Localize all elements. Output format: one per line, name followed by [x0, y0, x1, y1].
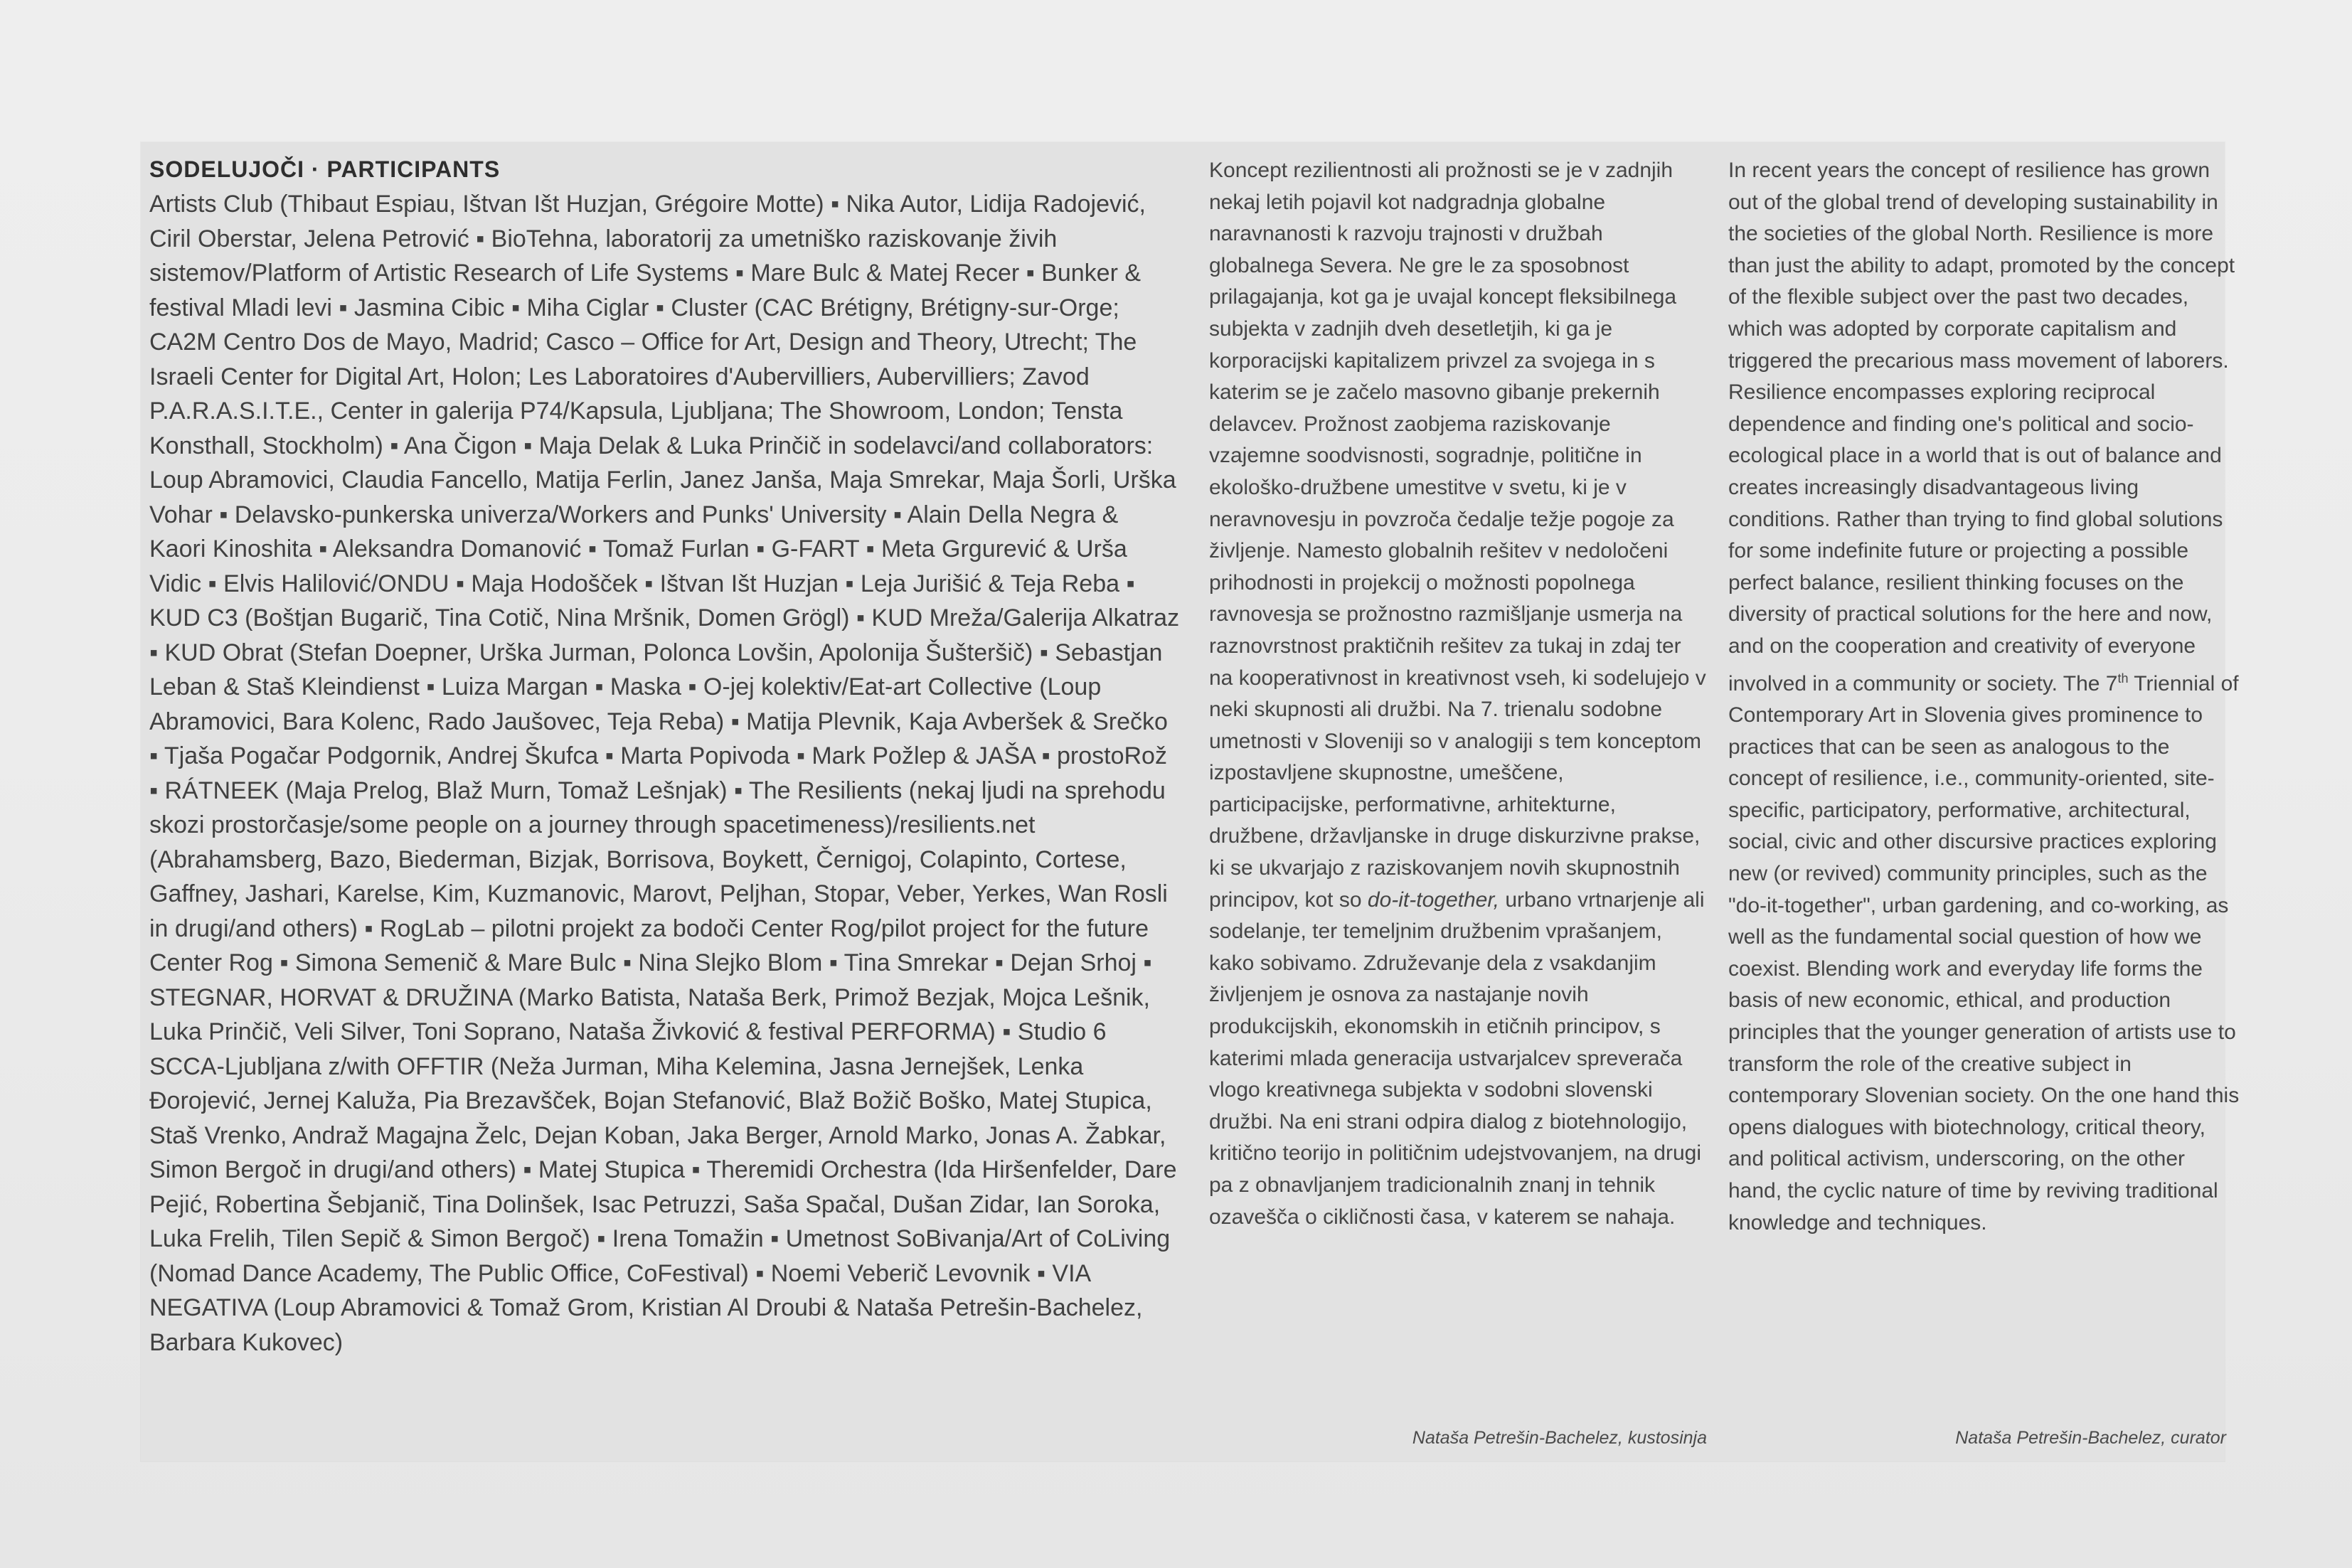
slovenian-column: [1209, 155, 1707, 1233]
slovenian-text: [1209, 155, 1707, 1233]
english-column: [1728, 155, 2240, 1239]
slovenian-signature: Nataša Petrešin-Bachelez, kustosinja: [1412, 1428, 1707, 1448]
english-ordinal-suffix: th: [2117, 671, 2129, 686]
slovenian-italic-term: do-it-together,: [1367, 887, 1500, 912]
english-text-part-b: Triennial of Contemporary Art in Slovenia gives prominence to practices that can be seen as analogous to the concept of resilience, i.e., community-oriented, site-specific, participatory, performative, architectural, social, civic and other discursive practices exploring new (or revived) community principles, such as the "do-it-together", urban gardening, and co-working, as well as the fundamental social question of how we coexist. Blending work and everyday life forms the basis of new economic, ethical, and production principles that the younger generation of artists use to transform the role of the creative subject in contemporary Slovenian society. On the one hand this opens dialogues with biotechnology, critical theory, and political activism, underscoring, on the other hand, the cyclic nature of time by reviving traditional knowledge and techniques.: [1728, 671, 2240, 1234]
slovenian-text-part-b: urbano vrtnarjenje ali sodelanje, ter temeljnim družbenim vprašanjem, kako sobivamo. Združevanje dela z vsakdanjim življenjem je osnova za nastajanje novih produkcijskih, ekonomskih in etičnih principov, s katerimi mlada generacija ustvarjalcev spreverača vlogo kreativnega subjekta v sodobni slovenski družbi. Na eni strani odpira dialog z biotehnologijo, kritično teorijo in političnim udejstvovanjem, na drugi pa z obnavljanjem tradicionalnih znanj in tehnik ozavešča o cikličnosti časa, v katerem se nahaja.: [1209, 887, 1705, 1229]
slovenian-text-part-a: Koncept rezilientnosti ali prožnosti se je v zadnjih nekaj letih pojavil kot nadgradnja globalne naravnanosti k razvoju trajnosti v družbah globalnega Severa. Ne gre le za sposobnost prilagajanja, kot ga je uvajal koncept fleksibilnega subjekta v zadnjih dveh desetletjih, ki ga je korporacijski kapitalizem privzel za svojega in s katerim se je začelo masovno gibanje prekernih delavcev. Prožnost zaobjema raziskovanje vzajemne soodvisnosti, sogradnje, politične in ekološko-družbene umestitve v svetu, ki je v neravnovesju in povzroča čedalje težje pogoje za življenje. Namesto globalnih rešitev v nedoločeni prihodnosti in projekcij o možnosti popolnega ravnovesja se prožnostno razmišljanje usmerja na raznovrstnost praktičnih rešitev za tukaj in zdaj ter na kooperativnost in kreativnost vseh, ki sodelujejo v neki skupnosti ali družbi. Na 7. trienalu sodobne umetnosti v Sloveniji so v analogiji s tem konceptom izpostavljene skupnostne, umeščene, participacijske, performativne, arhitekturne, družbene, državljanske in druge diskurzivne prakse, ki se ukvarjajo z raziskovanjem novih skupnostnih principov, kot so: [1209, 159, 1706, 912]
participants-column: [149, 156, 1181, 1360]
participants-heading: SODELUJOČI · PARTICIPANTS: [149, 156, 501, 182]
english-signature: Nataša Petrešin-Bachelez, curator: [1955, 1428, 2226, 1448]
english-text-part-a: In recent years the concept of resilience has grown out of the global trend of developing sustainability in the societies of the global North. Resilience is more than just the ability to adapt, promoted by the concept of the flexible subject over the past two decades, which was adopted by corporate capitalism and triggered the precarious mass movement of laborers. Resilience encompasses exploring reciprocal dependence and finding one's political and socio-ecological place in a world that is out of balance and creates increasingly disadvantageous living conditions. Rather than trying to find global solutions for some indefinite future or projecting a possible perfect balance, resilient thinking focuses on the diversity of practical solutions for the here and now, and on the cooperation and creativity of everyone involved in a community or society. The 7: [1728, 159, 2235, 695]
participants-list: Artists Club (Thibaut Espiau, Ištvan Išt Huzjan, Grégoire Motte) ▪ Nika Autor, Lidija Radojević, Ciril Oberstar, Jelena Petrović ▪ BioTehna, laboratorij za umetniško raziskovanje živih sistemov/Platform of Artistic Research of Life Systems ▪ Mare Bulc & Matej Recer ▪ Bunker & festival Mladi levi ▪ Jasmina Cibic ▪ Miha Ciglar ▪ Cluster (CAC Brétigny, Brétigny-sur-Orge; CA2M Centro Dos de Mayo, Madrid; Casco – Office for Art, Design and Theory, Utrecht; The Israeli Center for Digital Art, Holon; Les Laboratoires d'Aubervilliers, Aubervilliers; Zavod P.A.R.A.S.I.T.E., Center in galerija P74/Kapsula, Ljubljana; The Showroom, London; Tensta Konsthall, Stockholm) ▪ Ana Čigon ▪ Maja Delak & Luka Prinčič in sodelavci/and collaborators: Loup Abramovici, Claudia Fancello, Matija Ferlin, Janez Janša, Maja Smrekar, Maja Šorli, Urška Vohar ▪ Delavsko-punkerska univerza/Workers and Punks' University ▪ Alain Della Negra & Kaori Kinoshita ▪ Aleksandra Domanović ▪ Tomaž Furlan ▪ G-FART ▪ Meta Grgurević & Urša Vidic ▪ Elvis Halilović/ONDU ▪ Maja Hodošček ▪ Ištvan Išt Huzjan ▪ Leja Jurišić & Teja Reba ▪ KUD C3 (Boštjan Bugarič, Tina Cotič, Nina Mršnik, Domen Grögl) ▪ KUD Mreža/Galerija Alkatraz ▪ KUD Obrat (Stefan Doepner, Urška Jurman, Polonca Lovšin, Apolonija Šušteršič) ▪ Sebastjan Leban & Staš Kleindienst ▪ Luiza Margan ▪ Maska ▪ O-jej kolektiv/Eat-art Collective (Loup Abramovici, Bara Kolenc, Rado Jaušovec, Teja Reba) ▪ Matija Plevnik, Kaja Avberšek & Srečko ▪ Tjaša Pogačar Podgornik, Andrej Škufca ▪ Marta Popivoda ▪ Mark Požlep & JAŠA ▪ prostoRož ▪ RÁTNEEK (Maja Prelog, Blaž Murn, Tomaž Lešnjak) ▪ The Resilients (nekaj ljudi na sprehodu skozi prostorčasje/some people on a journey through spacetimeness)/resilients.net (Abrahamsberg, Bazo, Biederman, Bizjak, Borrisova, Boykett, Černigoj, Colapinto, Cortese, Gaffney, Jashari, Karelse, Kim, Kuzmanovic, Marovt, Peljhan, Stopar, Veber, Yerkes, Wan Rosli in drugi/and others) ▪ RogLab – pilotni projekt za bodoči Center Rog/pilot project for the future Center Rog ▪ Simona Semenič & Mare Bulc ▪ Nina Slejko Blom ▪ Tina Smrekar ▪ Dejan Srhoj ▪ STEGNAR, HORVAT & DRUŽINA (Marko Batista, Nataša Berk, Primož Bezjak, Mojca Lešnik, Luka Prinčič, Veli Silver, Toni Soprano, Nataša Živković & festival PERFORMA) ▪ Studio 6 SCCA-Ljubljana z/with OFFTIR (Neža Jurman, Miha Kelemina, Jasna Jernejšek, Lenka Đorojević, Jernej Kaluža, Pia Brezavšček, Bojan Stefanović, Blaž Božič Boško, Matej Stupica, Staš Vrenko, Andraž Magajna Želc, Dejan Koban, Jaka Berger, Arnold Marko, Jonas A. Žabkar, Simon Bergoč in drugi/and others) ▪ Matej Stupica ▪ Theremidi Orchestra (Ida Hiršenfelder, Dare Pejić, Robertina Šebjanič, Tina Dolinšek, Isac Petruzzi, Saša Spačal, Dušan Zidar, Ian Soroka, Luka Frelih, Tilen Sepič & Simon Bergoč) ▪ Irena Tomažin ▪ Umetnost SoBivanja/Art of CoLiving (Nomad Dance Academy, The Public Office, CoFestival) ▪ Noemi Veberič Levovnik ▪ VIA NEGATIVA (Loup Abramovici & Tomaž Grom, Kristian Al Droubi & Nataša Petrešin-Bachelez, Barbara Kukovec): [149, 191, 1180, 1356]
english-text: [1728, 155, 2240, 1239]
